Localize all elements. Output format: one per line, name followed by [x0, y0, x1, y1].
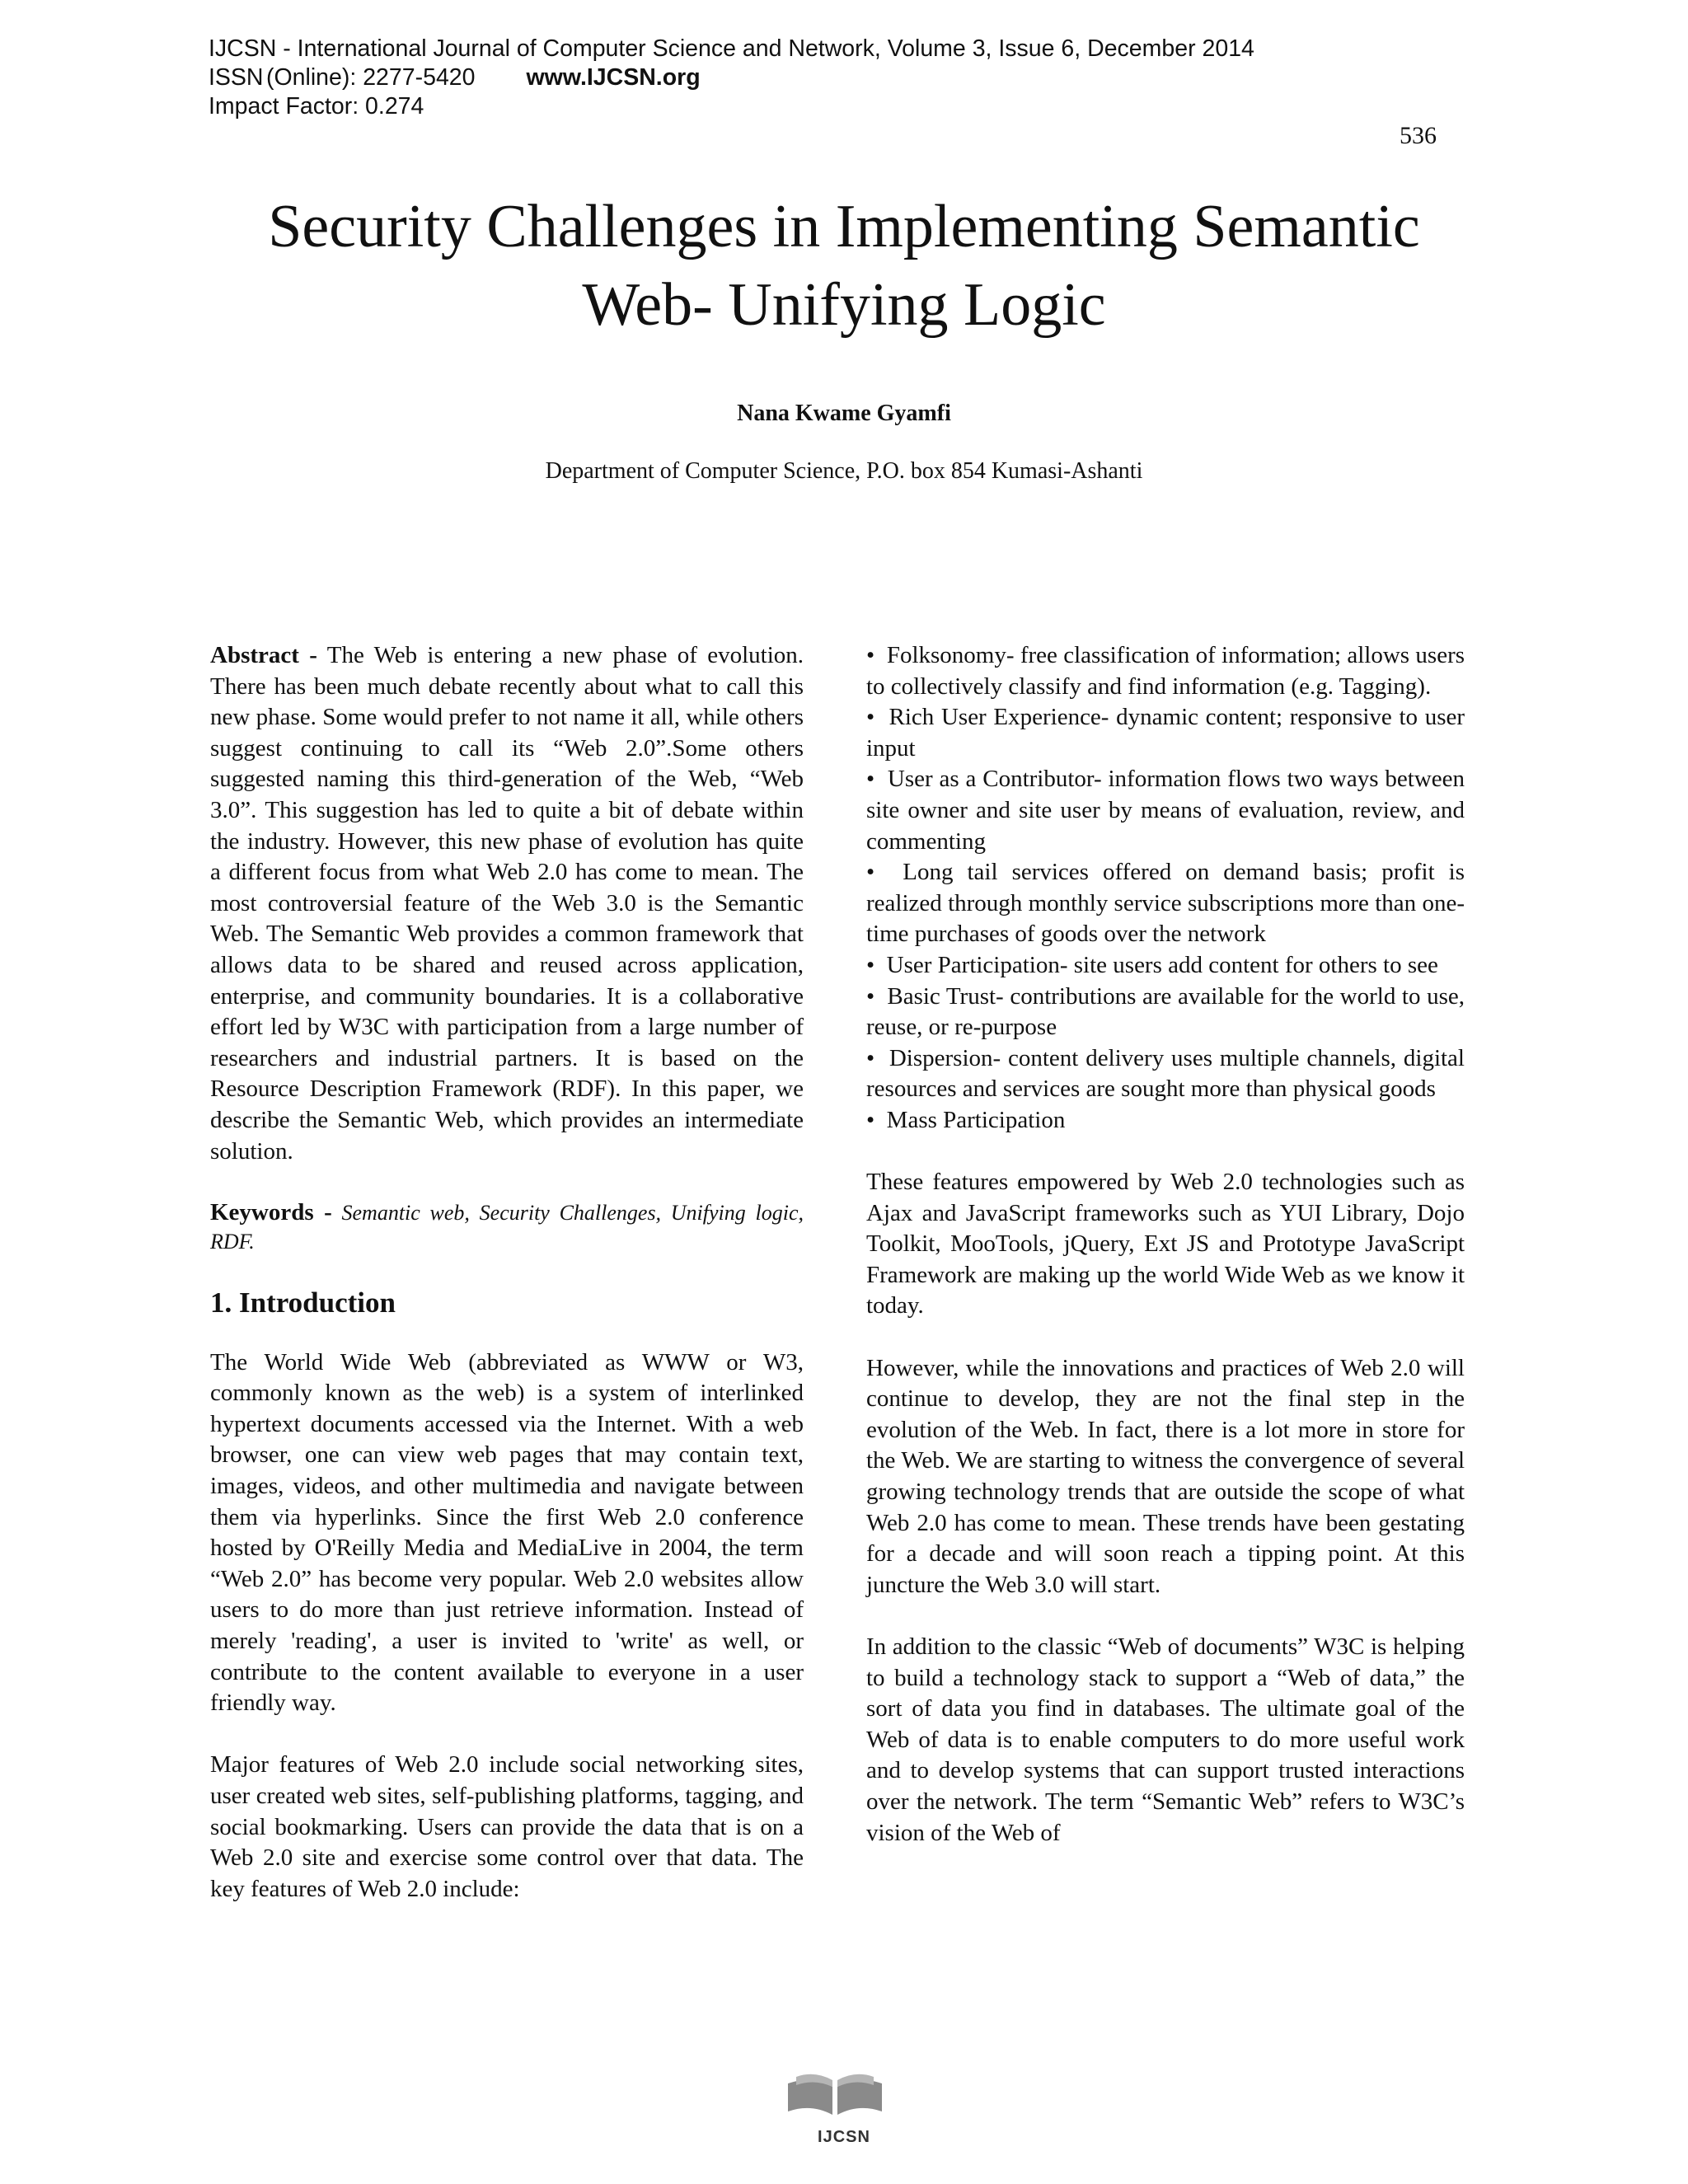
feature-item: • Dispersion- content delivery uses multiple channels, digital resources and services are sought more than physical goods: [866, 1043, 1465, 1105]
impact-factor: Impact Factor: 0.274: [209, 93, 424, 120]
author-name: Nana Kwame Gyamfi: [737, 401, 951, 426]
feature-item: • Basic Trust- contributions are available for the world to use, reuse, or re-purpose: [866, 982, 1465, 1043]
feature-item: • Mass Participation: [866, 1105, 1465, 1137]
journal-header: [209, 35, 1254, 121]
abstract-text: The Web is entering a new phase of evolution. There has been much debate recently about what to call this new phase. Some would prefer to not name it all, while others suggest continuing to call its “Web 2.0”.Some others suggested naming this third-generation of the Web, “Web 3.0”. This suggestion has led to quite a bit of debate within the industry. However, this new phase of evolution has quite a different focus from what Web 2.0 has come to mean. The most controversial feature of the Web 3.0 is the Semantic Web. The Semantic Web provides a common framework that allows data to be shared and reused across application, enterprise, and community boundaries. It is a collaborative effort led by W3C with participation from a large number of researchers and industrial partners. It is based on the Resource Description Framework (RDF). In this paper, we describe the Semantic Web, which provides an intermediate solution.: [210, 642, 804, 1165]
abstract: [210, 640, 804, 1167]
keywords: [210, 1198, 804, 1256]
paper-title-line-1: Security Challenges in Implementing Semantic: [268, 193, 1420, 260]
feature-item: • Folksonomy- free classification of information; allows users to collectively classify and find information (e.g. Tagging).: [866, 640, 1465, 702]
right-paragraph-1: These features empowered by Web 2.0 technologies such as Ajax and JavaScript frameworks such as YUI Library, Dojo Toolkit, MooTools, jQuery, Ext JS and Prototype JavaScript Framework are making up the world Wide Web as we know it today.: [866, 1169, 1465, 1319]
right-paragraph-3: In addition to the classic “Web of documents” W3C is helping to build a technology stack to support a “Web of data,” the sort of data you find in databases. The ultimate goal of the Web of data is to enable computers to do more useful work and to develop systems that can support trusted interactions over the network. The term “Semantic Web” refers to W3C’s vision of the Web of: [866, 1633, 1465, 1846]
right-column: [866, 640, 1465, 1849]
keywords-label: Keywords -: [210, 1198, 332, 1226]
paper-title: [0, 188, 1688, 344]
section-heading-introduction: 1. Introduction: [210, 1286, 396, 1319]
feature-item: • Long tail services offered on demand basis; profit is realized through monthly service subscriptions more than one-time purchases of goods over the network: [866, 857, 1465, 950]
journal-line: IJCSN - International Journal of Computer Science and Network, Volume 3, Issue 6, December 2014: [209, 35, 1254, 62]
feature-item: • User as a Contributor- information flows two ways between site owner and site user by means of evaluation, review, and commenting: [866, 764, 1465, 857]
feature-item: • User Participation- site users add content for others to see: [866, 950, 1465, 982]
intro-paragraph-1: The World Wide Web (abbreviated as WWW or W3, commonly known as the web) is a system of interlinked hypertext documents accessed via the Internet. With a web browser, one can view web pages that may contain text, images, videos, and other multimedia and navigate between them via hyperlinks. Since the first Web 2.0 conference hosted by O'Reilly Media and MediaLive in 2004, the term “Web 2.0” has become very popular. Web 2.0 websites allow users to do more than just retrieve information. Instead of merely 'reading', a user is invited to 'write' as well, or contribute to the content available to everyone in a user friendly way.: [210, 1348, 804, 1717]
right-paragraph-2: However, while the innovations and practices of Web 2.0 will continue to develop, they are not the final step in the evolution of the Web. In fact, there is a lot more in store for the Web. We are starting to witness the convergence of several growing technology trends that are outside the scope of what Web 2.0 has come to mean. These trends have been gestating for a decade and will soon reach a tipping point. At this juncture the Web 3.0 will start.: [866, 1354, 1465, 1598]
abstract-label: Abstract -: [210, 642, 317, 668]
footer-logo-text: IJCSN: [818, 2128, 870, 2146]
issn-line: [209, 63, 1254, 92]
feature-item: • Rich User Experience- dynamic content; responsive to user input: [866, 702, 1465, 764]
paper-title-line-2: Web- Unifying Logic: [582, 271, 1106, 339]
page-number: 536: [1400, 122, 1437, 149]
issn-value: (Online): 2277-5420: [266, 64, 476, 91]
keywords-text: Semantic web, Security Challenges, Unifying logic, RDF.: [210, 1200, 804, 1254]
author-affiliation: Department of Computer Science, P.O. box 854 Kumasi-Ashanti: [545, 458, 1143, 484]
feature-list: [866, 640, 1465, 1137]
journal-website-link[interactable]: www.IJCSN.org: [526, 64, 701, 91]
issn-label: ISSN: [209, 64, 264, 91]
left-column: [210, 640, 804, 1905]
intro-paragraph-2: Major features of Web 2.0 include social networking sites, user created web sites, self-publishing platforms, tagging, and social bookmarking. Users can provide the data that is on a Web 2.0 site and exercise some control over that data. The key features of Web 2.0 include:: [210, 1751, 804, 1902]
